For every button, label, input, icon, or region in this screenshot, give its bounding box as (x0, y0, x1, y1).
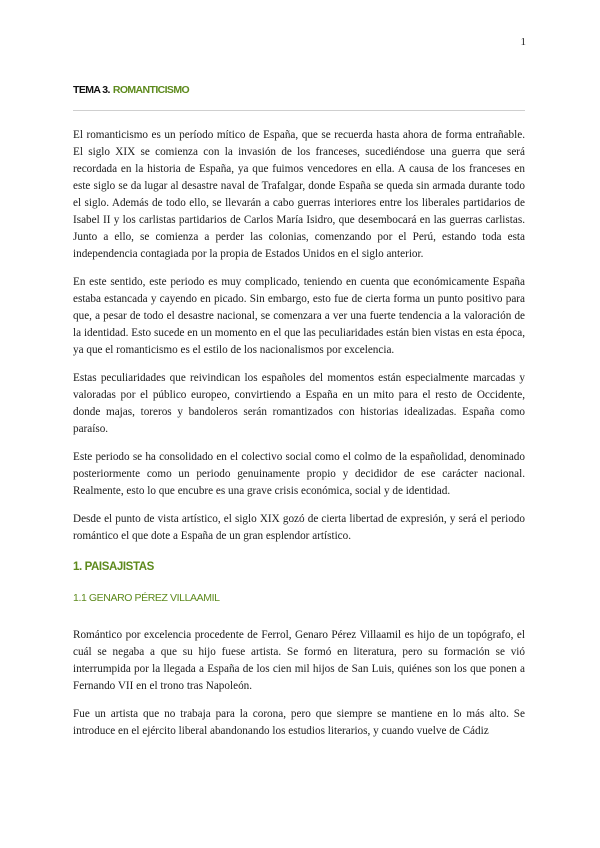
paragraph: Este periodo se ha consolidado en el colectivo social como el colmo de la españolidad, denominado posteriormente como un periodo genuinamente propio y decididor de ese carácter nacional. Realmente, esto lo que encubre es una grave crisis económica, social y de identidad. (73, 451, 525, 497)
paragraph: Fue un artista que no trabaja para la corona, pero que siempre se mantiene en lo más alto. Se introduce en el ejército liberal abandonando los estudios literarios, y cuando vuelve de Cádiz (73, 708, 525, 737)
heading-label: TEMA 3. (73, 84, 110, 96)
paragraph: Estas peculiaridades que reivindican los españoles del momentos están especialmente marcadas y valoradas por el público europeo, convirtiendo a España en un mito para el resto de Occidente, donde majas, toreros y bandoleros serán romantizados con historias idealizadas. España como paraíso. (73, 372, 525, 435)
page-number: 1 (520, 36, 526, 48)
heading-title: ROMANTICISMO (112, 84, 190, 96)
paragraph: En este sentido, este periodo es muy complicado, teniendo en cuenta que económicamente España estaba estancada y cayendo en picado. Sin embargo, esto fue de cierta forma un punto positivo para que, a pesar de todo el desastre nacional, se comenzara a ver una fuerte tendencia a la valoración de la identidad. Esto sucede en un momento en el que las peculiaridades están bien vistas en esta época, ya que el romanticismo es el estilo de los nacionalismos por excelencia. (73, 276, 525, 356)
paragraph: Romántico por excelencia procedente de Ferrol, Genaro Pérez Villaamil es hijo de un topógrafo, el cuál se negaba a que su hijo fuese artista. Se formó en literatura, pero su formación se vió interrumpida por la llegada a España de los cien mil hijos de San Luis, quiénes son los que ponen a Fernando VII en el trono tras Napoleón. (73, 629, 525, 692)
heading-divider (73, 110, 525, 111)
subsection-heading: 1.1 GENARO PÉREZ VILLAAMIL (73, 592, 220, 604)
document-body (73, 127, 525, 751)
page-heading (73, 84, 189, 96)
paragraph: Desde el punto de vista artístico, el siglo XIX gozó de cierta libertad de expresión, y será el periodo romántico el que dote a España de un gran esplendor artístico. (73, 513, 525, 542)
paragraph: El romanticismo es un período mítico de España, que se recuerda hasta ahora de forma entrañable. El siglo XIX se comienza con la invasión de los franceses, sucediéndose una guerra que será recordada en la historia de España, ya que fuimos vencedores en ella. A causa de los franceses en este siglo se da lugar al desastre naval de Trafalgar, donde España se queda sin armada durante todo el siglo. Además de todo ello, se llevarán a cabo guerras interiores entre los liberales partidarios de Isabel II y los carlistas partidarios de Carlos María Isidro, que desembocará en las guerras carlistas. Junto a ello, se comienza a perder las colonias, comenzando por el Perú, estando toda esta independencia contagiada por la propia de Estados Unidos en el siglo anterior. (73, 129, 525, 260)
section-heading: 1. PAISAJISTAS (73, 561, 154, 573)
